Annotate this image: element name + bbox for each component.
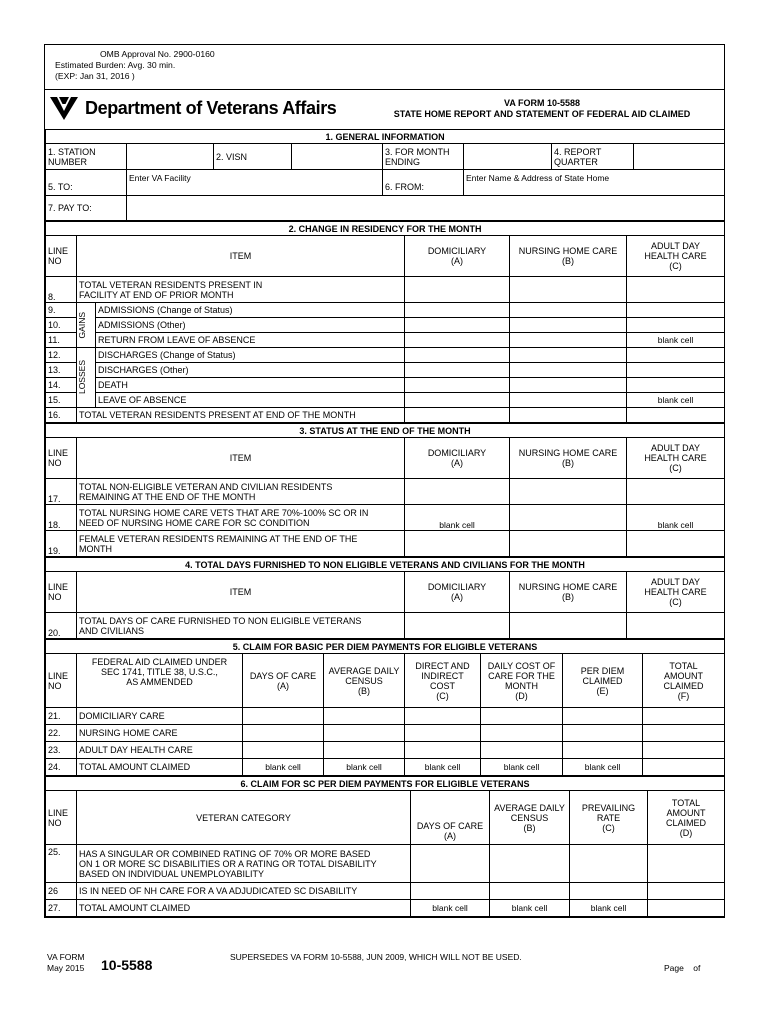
line-number: 20.	[46, 613, 77, 639]
veteran-category-header: VETERAN CATEGORY	[77, 791, 411, 845]
general-information	[45, 130, 725, 221]
cell-input[interactable]	[510, 393, 627, 408]
cell-input[interactable]	[643, 742, 725, 759]
line-number: 25.	[46, 845, 77, 883]
item-header: ITEM	[77, 572, 405, 613]
report-quarter-label: 4. REPORT QUARTER	[552, 144, 634, 170]
footer-supersedes: SUPERSEDES VA FORM 10-5588, JUN 2009, WHICH WILL NOT BE USED.	[230, 952, 522, 962]
section-6-title: 6. CLAIM FOR SC PER DIEM PAYMENTS FOR ELIGIBLE VETERANS	[46, 777, 725, 791]
adult-day-header: ADULT DAY HEALTH CARE (C)	[627, 572, 725, 613]
cell-input[interactable]	[405, 479, 510, 505]
domiciliary-header: DOMICILIARY (A)	[405, 236, 510, 277]
row-label: TOTAL VETERAN RESIDENTS PRESENT IN FACILITY AT END OF PRIOR MONTH	[77, 277, 405, 303]
line-number: 18.	[46, 505, 77, 531]
cell-input[interactable]	[627, 408, 725, 423]
line-no-header: LINE NO	[46, 791, 77, 845]
cell-input[interactable]	[405, 363, 510, 378]
cell-input[interactable]	[510, 531, 627, 557]
status-end-of-month	[45, 423, 725, 557]
adult-day-header: ADULT DAY HEALTH CARE (C)	[627, 236, 725, 277]
cell-input[interactable]	[405, 348, 510, 363]
cell-input[interactable]	[627, 479, 725, 505]
cell-input[interactable]	[563, 708, 643, 725]
cell-input[interactable]	[510, 318, 627, 333]
cell-input[interactable]	[405, 531, 510, 557]
sc-per-diem-claim	[45, 776, 725, 917]
cell-input[interactable]	[510, 333, 627, 348]
avg-daily-census-header: AVERAGE DAILY CENSUS (B)	[490, 791, 570, 845]
blank-cell: blank cell	[490, 900, 570, 917]
cell-input[interactable]	[563, 742, 643, 759]
footer-va-form: VA FORM May 2015	[47, 952, 85, 973]
cell-input[interactable]	[405, 333, 510, 348]
item-header: ITEM	[77, 236, 405, 277]
line-number: 26	[46, 883, 77, 900]
section-4-title: 4. TOTAL DAYS FURNISHED TO NON ELIGIBLE VETERANS AND CIVILIANS FOR THE MONTH	[46, 558, 725, 572]
line-number: 21.	[46, 708, 77, 725]
cell-input[interactable]	[481, 742, 563, 759]
visn-label: 2. VISN	[214, 144, 292, 170]
section-2-title: 2. CHANGE IN RESIDENCY FOR THE MONTH	[46, 222, 725, 236]
cell-input[interactable]	[481, 708, 563, 725]
line-number: 17.	[46, 479, 77, 505]
footer	[47, 951, 727, 991]
blank-cell: blank cell	[627, 333, 725, 348]
blank-cell: blank cell	[243, 759, 324, 776]
cell-input[interactable]	[405, 277, 510, 303]
nursing-home-header: NURSING HOME CARE (B)	[510, 572, 627, 613]
cell-input[interactable]	[411, 883, 490, 900]
cell-input[interactable]	[627, 348, 725, 363]
cell-input[interactable]	[643, 725, 725, 742]
station-number-label: 1. STATION NUMBER	[46, 144, 127, 170]
row-label: TOTAL VETERAN RESIDENTS PRESENT AT END OF THE MONTH	[77, 408, 405, 423]
form-number: VA FORM 10-5588	[503, 98, 581, 108]
cell-input[interactable]	[324, 742, 405, 759]
cell-input[interactable]	[563, 725, 643, 742]
cell-input[interactable]	[510, 505, 627, 531]
cell-input[interactable]	[627, 378, 725, 393]
cell-input[interactable]	[481, 725, 563, 742]
cell-input[interactable]	[627, 318, 725, 333]
title-row	[45, 90, 724, 130]
row-label: FEMALE VETERAN RESIDENTS REMAINING AT THE END OF THE MONTH	[77, 531, 405, 557]
row-label: DISCHARGES (Other)	[96, 363, 405, 378]
line-number: 9.	[46, 303, 77, 318]
form-title: STATE HOME REPORT AND STATEMENT OF FEDERAL AID CLAIMED	[393, 109, 691, 119]
to-input[interactable]: Enter VA Facility	[127, 170, 383, 196]
cell-input[interactable]	[648, 883, 725, 900]
cell-input[interactable]	[490, 883, 570, 900]
pay-to-input[interactable]	[127, 196, 725, 221]
cell-input[interactable]	[405, 725, 481, 742]
row-label: HAS A SINGULAR OR COMBINED RATING OF 70% OR MORE BASED ON 1 OR MORE SC DISABILITIES OR A RATING OR TOTAL DISABILITY BASED ON INDIVIDUAL UNEMPLOYABILITY	[77, 845, 411, 883]
cell-input[interactable]	[570, 845, 648, 883]
prevailing-rate-header: PREVAILING RATE (C)	[570, 791, 648, 845]
va-form-10-5588	[44, 44, 725, 918]
avg-daily-census-header: AVERAGE DAILY CENSUS (B)	[324, 654, 405, 708]
cell-input[interactable]	[627, 277, 725, 303]
line-number: 14.	[46, 378, 77, 393]
cell-input[interactable]	[405, 408, 510, 423]
cell-input[interactable]	[510, 303, 627, 318]
item-header: ITEM	[77, 438, 405, 479]
visn-input[interactable]	[292, 144, 383, 170]
blank-cell: blank cell	[405, 759, 481, 776]
cell-input[interactable]	[643, 759, 725, 776]
row-label: ADMISSIONS (Change of Status)	[96, 303, 405, 318]
federal-aid-header: FEDERAL AID CLAIMED UNDER SEC 1741, TITLE 38, U.S.C., AS AMMENDED	[77, 654, 243, 708]
cell-input[interactable]	[405, 708, 481, 725]
row-label: TOTAL DAYS OF CARE FURNISHED TO NON ELIGIBLE VETERANS AND CIVILIANS	[77, 613, 405, 639]
cell-input[interactable]	[510, 378, 627, 393]
footer-form-number: 10-5588	[101, 957, 153, 973]
cell-input[interactable]	[627, 531, 725, 557]
total-amount-header: TOTAL AMOUNT CLAIMED (D)	[648, 791, 725, 845]
cell-input[interactable]	[405, 303, 510, 318]
line-number: 22.	[46, 725, 77, 742]
cell-input[interactable]	[627, 303, 725, 318]
line-number: 27.	[46, 900, 77, 917]
line-number: 8.	[46, 277, 77, 303]
estimated-burden: Estimated Burden: Avg. 30 min.	[55, 60, 176, 70]
cell-input[interactable]	[243, 742, 324, 759]
nursing-home-header: NURSING HOME CARE (B)	[510, 438, 627, 479]
expiration: (EXP: Jan 31, 2016 )	[55, 71, 135, 81]
per-diem-claimed-header: PER DIEM CLAIMED (E)	[563, 654, 643, 708]
gains-label: GAINS	[77, 311, 87, 339]
cell-input[interactable]	[405, 742, 481, 759]
footer-page: Page of	[664, 963, 701, 973]
blank-cell: blank cell	[563, 759, 643, 776]
row-label: NURSING HOME CARE	[77, 725, 243, 742]
row-label: ADMISSIONS (Other)	[96, 318, 405, 333]
row-label: DISCHARGES (Change of Status)	[96, 348, 405, 363]
cell-input[interactable]	[510, 348, 627, 363]
blank-cell: blank cell	[627, 393, 725, 408]
blank-cell: blank cell	[324, 759, 405, 776]
cell-input[interactable]	[490, 845, 570, 883]
cell-input[interactable]	[324, 725, 405, 742]
line-number: 13.	[46, 363, 77, 378]
row-label: DEATH	[96, 378, 405, 393]
report-quarter-input[interactable]	[634, 144, 725, 170]
total-amount-header: TOTAL AMOUNT CLAIMED (F)	[643, 654, 725, 708]
month-ending-input[interactable]	[464, 144, 552, 170]
row-label: DOMICILIARY CARE	[77, 708, 243, 725]
cell-input[interactable]	[510, 408, 627, 423]
omb-header	[45, 45, 724, 90]
row-label: TOTAL NON-ELIGIBLE VETERAN AND CIVILIAN RESIDENTS REMAINING AT THE END OF THE MONTH	[77, 479, 405, 505]
department-name: Department of Veterans Affairs	[85, 98, 337, 118]
to-label: 5. TO:	[46, 170, 127, 196]
line-number: 15.	[46, 393, 77, 408]
domiciliary-header: DOMICILIARY (A)	[405, 572, 510, 613]
cell-input[interactable]	[405, 613, 510, 639]
line-number: 10.	[46, 318, 77, 333]
section-3-title: 3. STATUS AT THE END OF THE MONTH	[46, 424, 725, 438]
omb-approval: OMB Approval No. 2900-0160	[100, 49, 215, 59]
total-days-non-eligible	[45, 557, 725, 639]
line-number: 24.	[46, 759, 77, 776]
row-label: ADULT DAY HEALTH CARE	[77, 742, 243, 759]
cell-input[interactable]	[510, 613, 627, 639]
row-label: IS IN NEED OF NH CARE FOR A VA ADJUDICATED SC DISABILITY	[77, 883, 411, 900]
daily-cost-header: DAILY COST OF CARE FOR THE MONTH (D)	[481, 654, 563, 708]
cell-input[interactable]	[570, 883, 648, 900]
cell-input[interactable]	[405, 393, 510, 408]
line-number: 11.	[46, 333, 77, 348]
blank-cell: blank cell	[481, 759, 563, 776]
line-number: 23.	[46, 742, 77, 759]
from-label: 6. FROM:	[383, 170, 464, 196]
line-no-header: LINE NO	[46, 654, 77, 708]
domiciliary-header: DOMICILIARY (A)	[405, 438, 510, 479]
cell-input[interactable]	[643, 708, 725, 725]
cell-input[interactable]	[243, 708, 324, 725]
cell-input[interactable]	[627, 613, 725, 639]
line-number: 12.	[46, 348, 77, 363]
blank-cell: blank cell	[405, 505, 510, 531]
direct-indirect-cost-header: DIRECT AND INDIRECT COST (C)	[405, 654, 481, 708]
losses-label: LOSSES	[77, 360, 87, 395]
nursing-home-header: NURSING HOME CARE (B)	[510, 236, 627, 277]
row-label: TOTAL AMOUNT CLAIMED	[77, 900, 411, 917]
section-1-title: 1. GENERAL INFORMATION	[46, 130, 725, 144]
line-no-header: LINE NO	[46, 236, 77, 277]
cell-input[interactable]	[510, 277, 627, 303]
cell-input[interactable]	[243, 725, 324, 742]
row-label: TOTAL AMOUNT CLAIMED	[77, 759, 243, 776]
line-no-header: LINE NO	[46, 572, 77, 613]
basic-per-diem-claim	[45, 639, 725, 776]
blank-cell: blank cell	[570, 900, 648, 917]
va-seal-icon	[49, 95, 79, 121]
cell-input[interactable]	[510, 479, 627, 505]
pay-to-label: 7. PAY TO:	[46, 196, 127, 221]
month-ending-label: 3. FOR MONTH ENDING	[383, 144, 464, 170]
days-of-care-header: DAYS OF CARE (A)	[411, 791, 490, 845]
cell-input[interactable]	[324, 708, 405, 725]
section-5-title: 5. CLAIM FOR BASIC PER DIEM PAYMENTS FOR ELIGIBLE VETERANS	[46, 640, 725, 654]
cell-input[interactable]	[648, 900, 725, 917]
from-input[interactable]: Enter Name & Address of State Home	[464, 170, 725, 196]
row-label: LEAVE OF ABSENCE	[96, 393, 405, 408]
adult-day-header: ADULT DAY HEALTH CARE (C)	[627, 438, 725, 479]
row-label: RETURN FROM LEAVE OF ABSENCE	[96, 333, 405, 348]
cell-input[interactable]	[648, 845, 725, 883]
blank-cell: blank cell	[627, 505, 725, 531]
change-in-residency	[45, 221, 725, 423]
line-number: 16.	[46, 408, 77, 423]
cell-input[interactable]	[627, 363, 725, 378]
line-number: 19.	[46, 531, 77, 557]
cell-input[interactable]	[405, 378, 510, 393]
cell-input[interactable]	[510, 363, 627, 378]
blank-cell: blank cell	[411, 900, 490, 917]
days-of-care-header: DAYS OF CARE (A)	[243, 654, 324, 708]
row-label: TOTAL NURSING HOME CARE VETS THAT ARE 70%-100% SC OR IN NEED OF NURSING HOME CARE FOR SC CONDITION	[77, 505, 405, 531]
line-no-header: LINE NO	[46, 438, 77, 479]
station-number-input[interactable]	[127, 144, 214, 170]
cell-input[interactable]	[405, 318, 510, 333]
cell-input[interactable]	[411, 845, 490, 883]
